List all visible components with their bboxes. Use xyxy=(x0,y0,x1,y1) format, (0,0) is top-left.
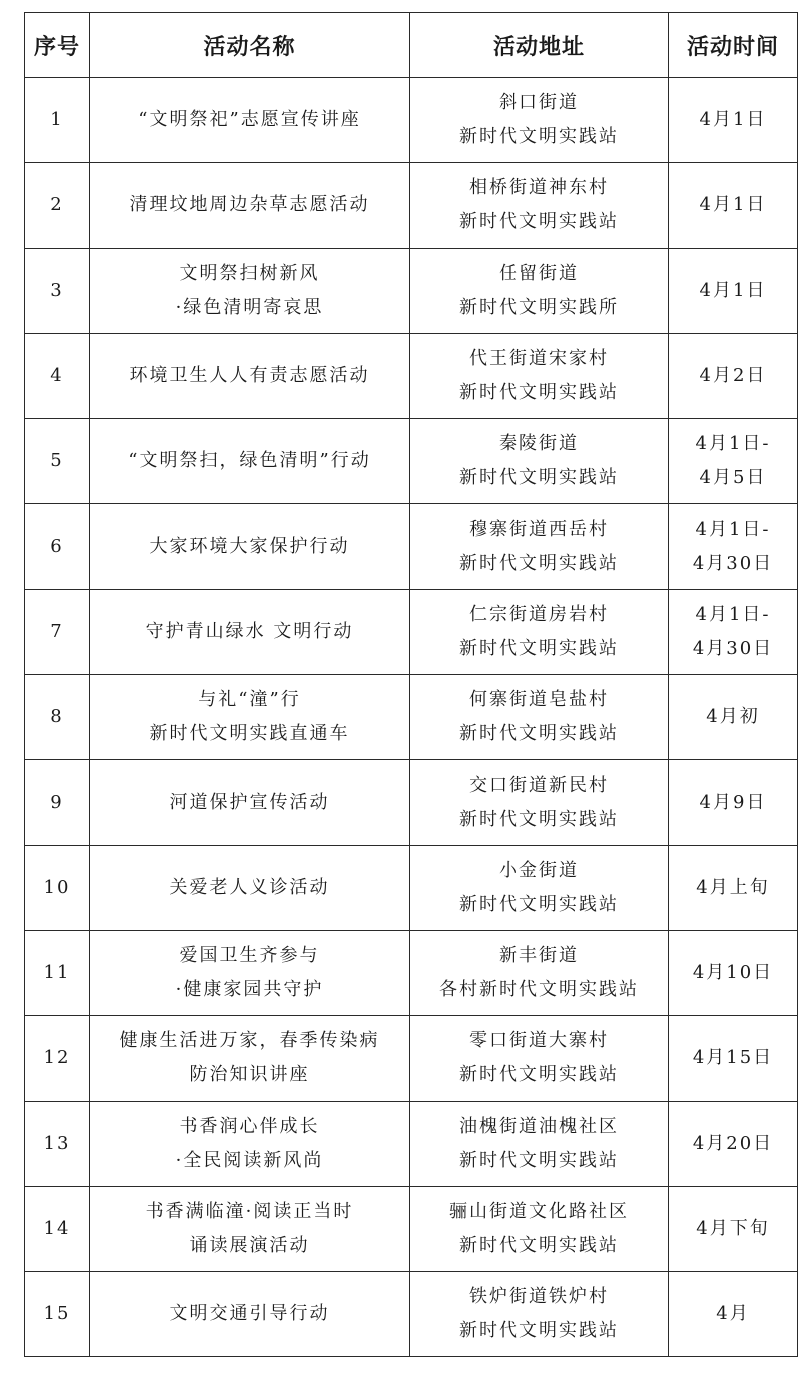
table-header xyxy=(25,13,798,78)
cell-index: 4 xyxy=(25,333,90,418)
cell-time-line: 4月15日 xyxy=(692,1047,774,1069)
cell-index: 12 xyxy=(25,1016,90,1101)
cell-address-line: 斜口街道 xyxy=(499,92,579,114)
header-time: 活动时间 xyxy=(669,13,798,78)
cell-address-line: 何寨街道皂盐村 xyxy=(469,689,609,711)
cell-address xyxy=(410,78,669,163)
header-address: 活动地址 xyxy=(410,13,669,78)
cell-address-line: 油槐街道油槐社区 xyxy=(459,1115,619,1137)
cell-address-line: 新时代文明实践站 xyxy=(459,1064,619,1086)
cell-name-line: 守护青山绿水 文明行动 xyxy=(145,620,354,642)
cell-address-line: 新时代文明实践站 xyxy=(459,382,619,404)
cell-address-line: 相桥街道神东村 xyxy=(469,177,609,199)
cell-index: 13 xyxy=(25,1101,90,1186)
cell-time xyxy=(669,419,798,504)
cell-name-line: 新时代文明实践直通车 xyxy=(149,723,350,745)
cell-address-line: 仁宗街道房岩村 xyxy=(469,603,609,625)
cell-name xyxy=(90,845,410,930)
table-row xyxy=(25,930,798,1015)
table-row xyxy=(25,589,798,674)
cell-name-line: 清理坟地周边杂草志愿活动 xyxy=(129,194,370,216)
cell-address-line: 穆寨街道西岳村 xyxy=(469,518,609,540)
cell-name-line: 诵读展演活动 xyxy=(189,1235,310,1256)
cell-name-line: “文明祭祀”志愿宣传讲座 xyxy=(138,109,361,131)
cell-address xyxy=(410,930,669,1015)
cell-address-line: 新时代文明实践站 xyxy=(459,211,619,233)
cell-index: 3 xyxy=(25,248,90,333)
cell-address-line: 交口街道新民村 xyxy=(469,774,609,796)
cell-name-line: 文明交通引导行动 xyxy=(169,1303,330,1325)
cell-time-line: 4月20日 xyxy=(692,1132,774,1154)
cell-address-line: 新时代文明实践站 xyxy=(459,1149,619,1171)
cell-address-line: 小金街道 xyxy=(499,859,579,881)
cell-time xyxy=(669,589,798,674)
cell-address xyxy=(410,419,669,504)
table-body xyxy=(25,78,798,1357)
cell-time-line: 4月下旬 xyxy=(696,1218,770,1239)
cell-index: 1 xyxy=(25,78,90,163)
cell-address-line: 秦陵街道 xyxy=(499,433,579,455)
cell-index: 14 xyxy=(25,1186,90,1271)
cell-name-line: 河道保护宣传活动 xyxy=(169,791,330,813)
cell-time-line: 4月1日 xyxy=(699,279,767,301)
cell-address-line: 新时代文明实践站 xyxy=(459,893,619,915)
cell-name xyxy=(90,675,410,760)
cell-name-line: ·绿色清明寄哀思 xyxy=(175,296,324,318)
cell-time-line: 4月5日 xyxy=(699,467,767,489)
table-row xyxy=(25,333,798,418)
cell-address-line: 各村新时代文明实践站 xyxy=(439,979,639,1001)
cell-name xyxy=(90,163,410,248)
cell-time-line: 4月30日 xyxy=(692,552,774,574)
cell-address-line: 新丰街道 xyxy=(499,945,579,967)
cell-name xyxy=(90,419,410,504)
cell-address xyxy=(410,333,669,418)
table-row xyxy=(25,248,798,333)
cell-address xyxy=(410,589,669,674)
cell-address-line: 骊山街道文化路社区 xyxy=(449,1201,629,1222)
cell-index: 10 xyxy=(25,845,90,930)
cell-address xyxy=(410,760,669,845)
cell-time xyxy=(669,675,798,760)
cell-time xyxy=(669,78,798,163)
cell-address xyxy=(410,163,669,248)
cell-time-line: 4月初 xyxy=(706,706,760,728)
table-row xyxy=(25,1272,798,1357)
cell-address xyxy=(410,1016,669,1101)
cell-address-line: 新时代文明实践站 xyxy=(459,637,619,659)
cell-index: 8 xyxy=(25,675,90,760)
cell-name-line: 爱国卫生齐参与 xyxy=(179,945,320,967)
cell-address-line: 新时代文明实践站 xyxy=(459,552,619,574)
cell-name-line: 关爱老人义诊活动 xyxy=(169,876,330,898)
cell-index: 6 xyxy=(25,504,90,589)
cell-address-line: 新时代文明实践站 xyxy=(459,1235,619,1256)
cell-time-line: 4月1日- xyxy=(695,603,771,625)
cell-time xyxy=(669,760,798,845)
cell-time xyxy=(669,333,798,418)
cell-name xyxy=(90,1272,410,1357)
cell-name-line: 书香满临潼·阅读正当时 xyxy=(145,1201,354,1222)
cell-name xyxy=(90,1016,410,1101)
cell-time xyxy=(669,845,798,930)
cell-index: 11 xyxy=(25,930,90,1015)
cell-time-line: 4月1日 xyxy=(699,194,767,216)
table-row xyxy=(25,78,798,163)
cell-address xyxy=(410,845,669,930)
cell-name-line: 防治知识讲座 xyxy=(189,1064,310,1086)
cell-address-line: 零口街道大寨村 xyxy=(469,1030,609,1052)
table-row xyxy=(25,419,798,504)
cell-time-line: 4月上旬 xyxy=(696,876,770,898)
cell-time-line: 4月1日 xyxy=(699,109,767,131)
cell-address-line: 任留街道 xyxy=(499,262,579,284)
cell-time-line: 4月10日 xyxy=(692,962,774,984)
activity-table xyxy=(24,12,798,1357)
table-row xyxy=(25,760,798,845)
table-row xyxy=(25,504,798,589)
table-row xyxy=(25,1186,798,1271)
cell-name xyxy=(90,760,410,845)
table-row xyxy=(25,675,798,760)
cell-name-line: 文明祭扫树新风 xyxy=(179,262,320,284)
cell-address xyxy=(410,675,669,760)
cell-time-line: 4月1日- xyxy=(695,433,771,455)
table-row xyxy=(25,163,798,248)
cell-index: 9 xyxy=(25,760,90,845)
cell-time-line: 4月30日 xyxy=(692,637,774,659)
cell-address-line: 代王街道宋家村 xyxy=(469,348,609,370)
cell-time xyxy=(669,1016,798,1101)
cell-name xyxy=(90,78,410,163)
cell-time xyxy=(669,504,798,589)
cell-address xyxy=(410,1101,669,1186)
cell-index: 2 xyxy=(25,163,90,248)
cell-address-line: 铁炉街道铁炉村 xyxy=(469,1286,609,1308)
cell-time xyxy=(669,1186,798,1271)
cell-name-line: 与礼“潼”行 xyxy=(198,689,301,711)
cell-name-line: ·全民阅读新风尚 xyxy=(175,1149,324,1171)
cell-address-line: 新时代文明实践站 xyxy=(459,808,619,830)
cell-name xyxy=(90,589,410,674)
cell-name-line: 健康生活进万家，春季传染病 xyxy=(119,1030,380,1052)
header-name: 活动名称 xyxy=(90,13,410,78)
cell-time xyxy=(669,163,798,248)
cell-address xyxy=(410,248,669,333)
cell-time-line: 4月 xyxy=(716,1303,750,1325)
cell-time xyxy=(669,1272,798,1357)
cell-name xyxy=(90,1186,410,1271)
cell-time xyxy=(669,1101,798,1186)
cell-address-line: 新时代文明实践所 xyxy=(459,296,619,318)
cell-address-line: 新时代文明实践站 xyxy=(459,1320,619,1342)
cell-name-line: ·健康家园共守护 xyxy=(175,979,324,1001)
cell-name-line: “文明祭扫，绿色清明”行动 xyxy=(128,450,371,472)
cell-name xyxy=(90,504,410,589)
cell-name xyxy=(90,1101,410,1186)
cell-time-line: 4月1日- xyxy=(695,518,771,540)
table-row xyxy=(25,1101,798,1186)
cell-address-line: 新时代文明实践站 xyxy=(459,126,619,148)
cell-time xyxy=(669,248,798,333)
cell-name xyxy=(90,248,410,333)
cell-time xyxy=(669,930,798,1015)
cell-address xyxy=(410,504,669,589)
cell-index: 5 xyxy=(25,419,90,504)
cell-name xyxy=(90,333,410,418)
cell-time-line: 4月9日 xyxy=(699,791,767,813)
cell-index: 7 xyxy=(25,589,90,674)
table-row xyxy=(25,1016,798,1101)
cell-name-line: 大家环境大家保护行动 xyxy=(149,535,350,557)
table-row xyxy=(25,845,798,930)
cell-name-line: 书香润心伴成长 xyxy=(179,1115,320,1137)
cell-index: 15 xyxy=(25,1272,90,1357)
cell-address xyxy=(410,1272,669,1357)
cell-address-line: 新时代文明实践站 xyxy=(459,723,619,745)
header-index: 序号 xyxy=(25,13,90,78)
cell-name-line: 环境卫生人人有责志愿活动 xyxy=(129,365,370,387)
cell-address-line: 新时代文明实践站 xyxy=(459,467,619,489)
header-row xyxy=(25,13,798,78)
cell-address xyxy=(410,1186,669,1271)
cell-name xyxy=(90,930,410,1015)
cell-time-line: 4月2日 xyxy=(699,365,767,387)
